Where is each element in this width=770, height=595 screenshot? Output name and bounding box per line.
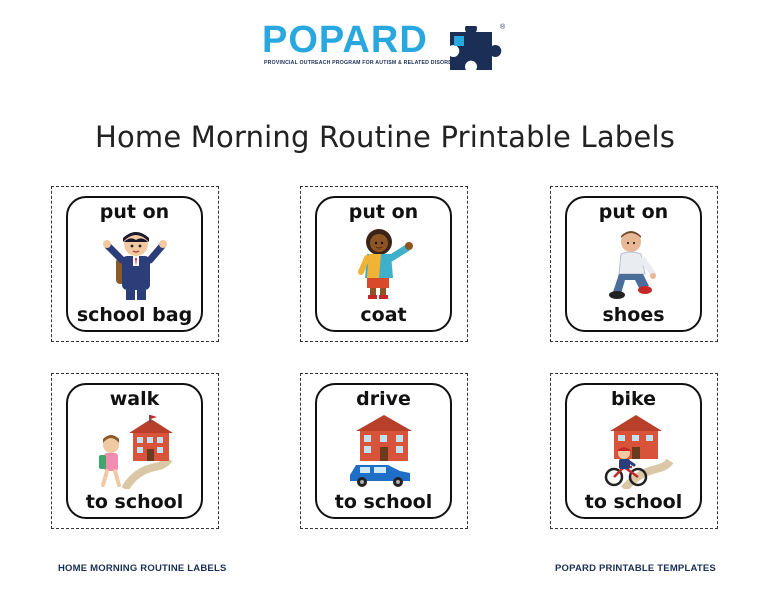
label-verb: walk [109, 388, 160, 410]
child-walking-to-school-icon [68, 415, 201, 489]
girl-putting-on-coat-icon [317, 228, 450, 302]
label-frame [565, 383, 702, 519]
label-frame [66, 383, 203, 519]
label-card-drive-to-school [300, 373, 468, 529]
footer-right: POPARD PRINTABLE TEMPLATES [555, 563, 716, 574]
registered-mark: ® [500, 24, 506, 31]
label-frame [565, 196, 702, 332]
label-verb: bike [610, 388, 657, 410]
child-biking-to-school-icon [567, 415, 700, 489]
popard-logo [262, 18, 512, 74]
label-card-bike-to-school [550, 373, 718, 529]
label-verb: put on [348, 201, 419, 223]
label-object: coat [360, 304, 407, 326]
label-object: shoes [602, 304, 665, 326]
label-verb: put on [598, 201, 669, 223]
car-driving-to-school-icon [317, 415, 450, 489]
label-object: to school [334, 491, 433, 513]
label-card-walk-to-school [51, 373, 219, 529]
label-card-coat [300, 186, 468, 342]
man-tying-shoes-icon [567, 228, 700, 302]
label-object: to school [584, 491, 683, 513]
label-frame [315, 383, 452, 519]
logo-wordmark: POPARD [262, 19, 428, 61]
label-card-school-bag [51, 186, 219, 342]
label-object: to school [85, 491, 184, 513]
label-object: school bag [76, 304, 193, 326]
boy-with-backpack-icon [68, 228, 201, 302]
label-verb: drive [356, 388, 411, 410]
logo-tagline: PROVINCIAL OUTREACH PROGRAM FOR AUTISM & RELATED DISORDERS [264, 60, 464, 66]
footer-left: HOME MORNING ROUTINE LABELS [58, 563, 227, 574]
label-card-shoes [550, 186, 718, 342]
label-frame [315, 196, 452, 332]
page-title: Home Morning Routine Printable Labels [94, 120, 676, 154]
label-verb: put on [99, 201, 170, 223]
label-frame [66, 196, 203, 332]
